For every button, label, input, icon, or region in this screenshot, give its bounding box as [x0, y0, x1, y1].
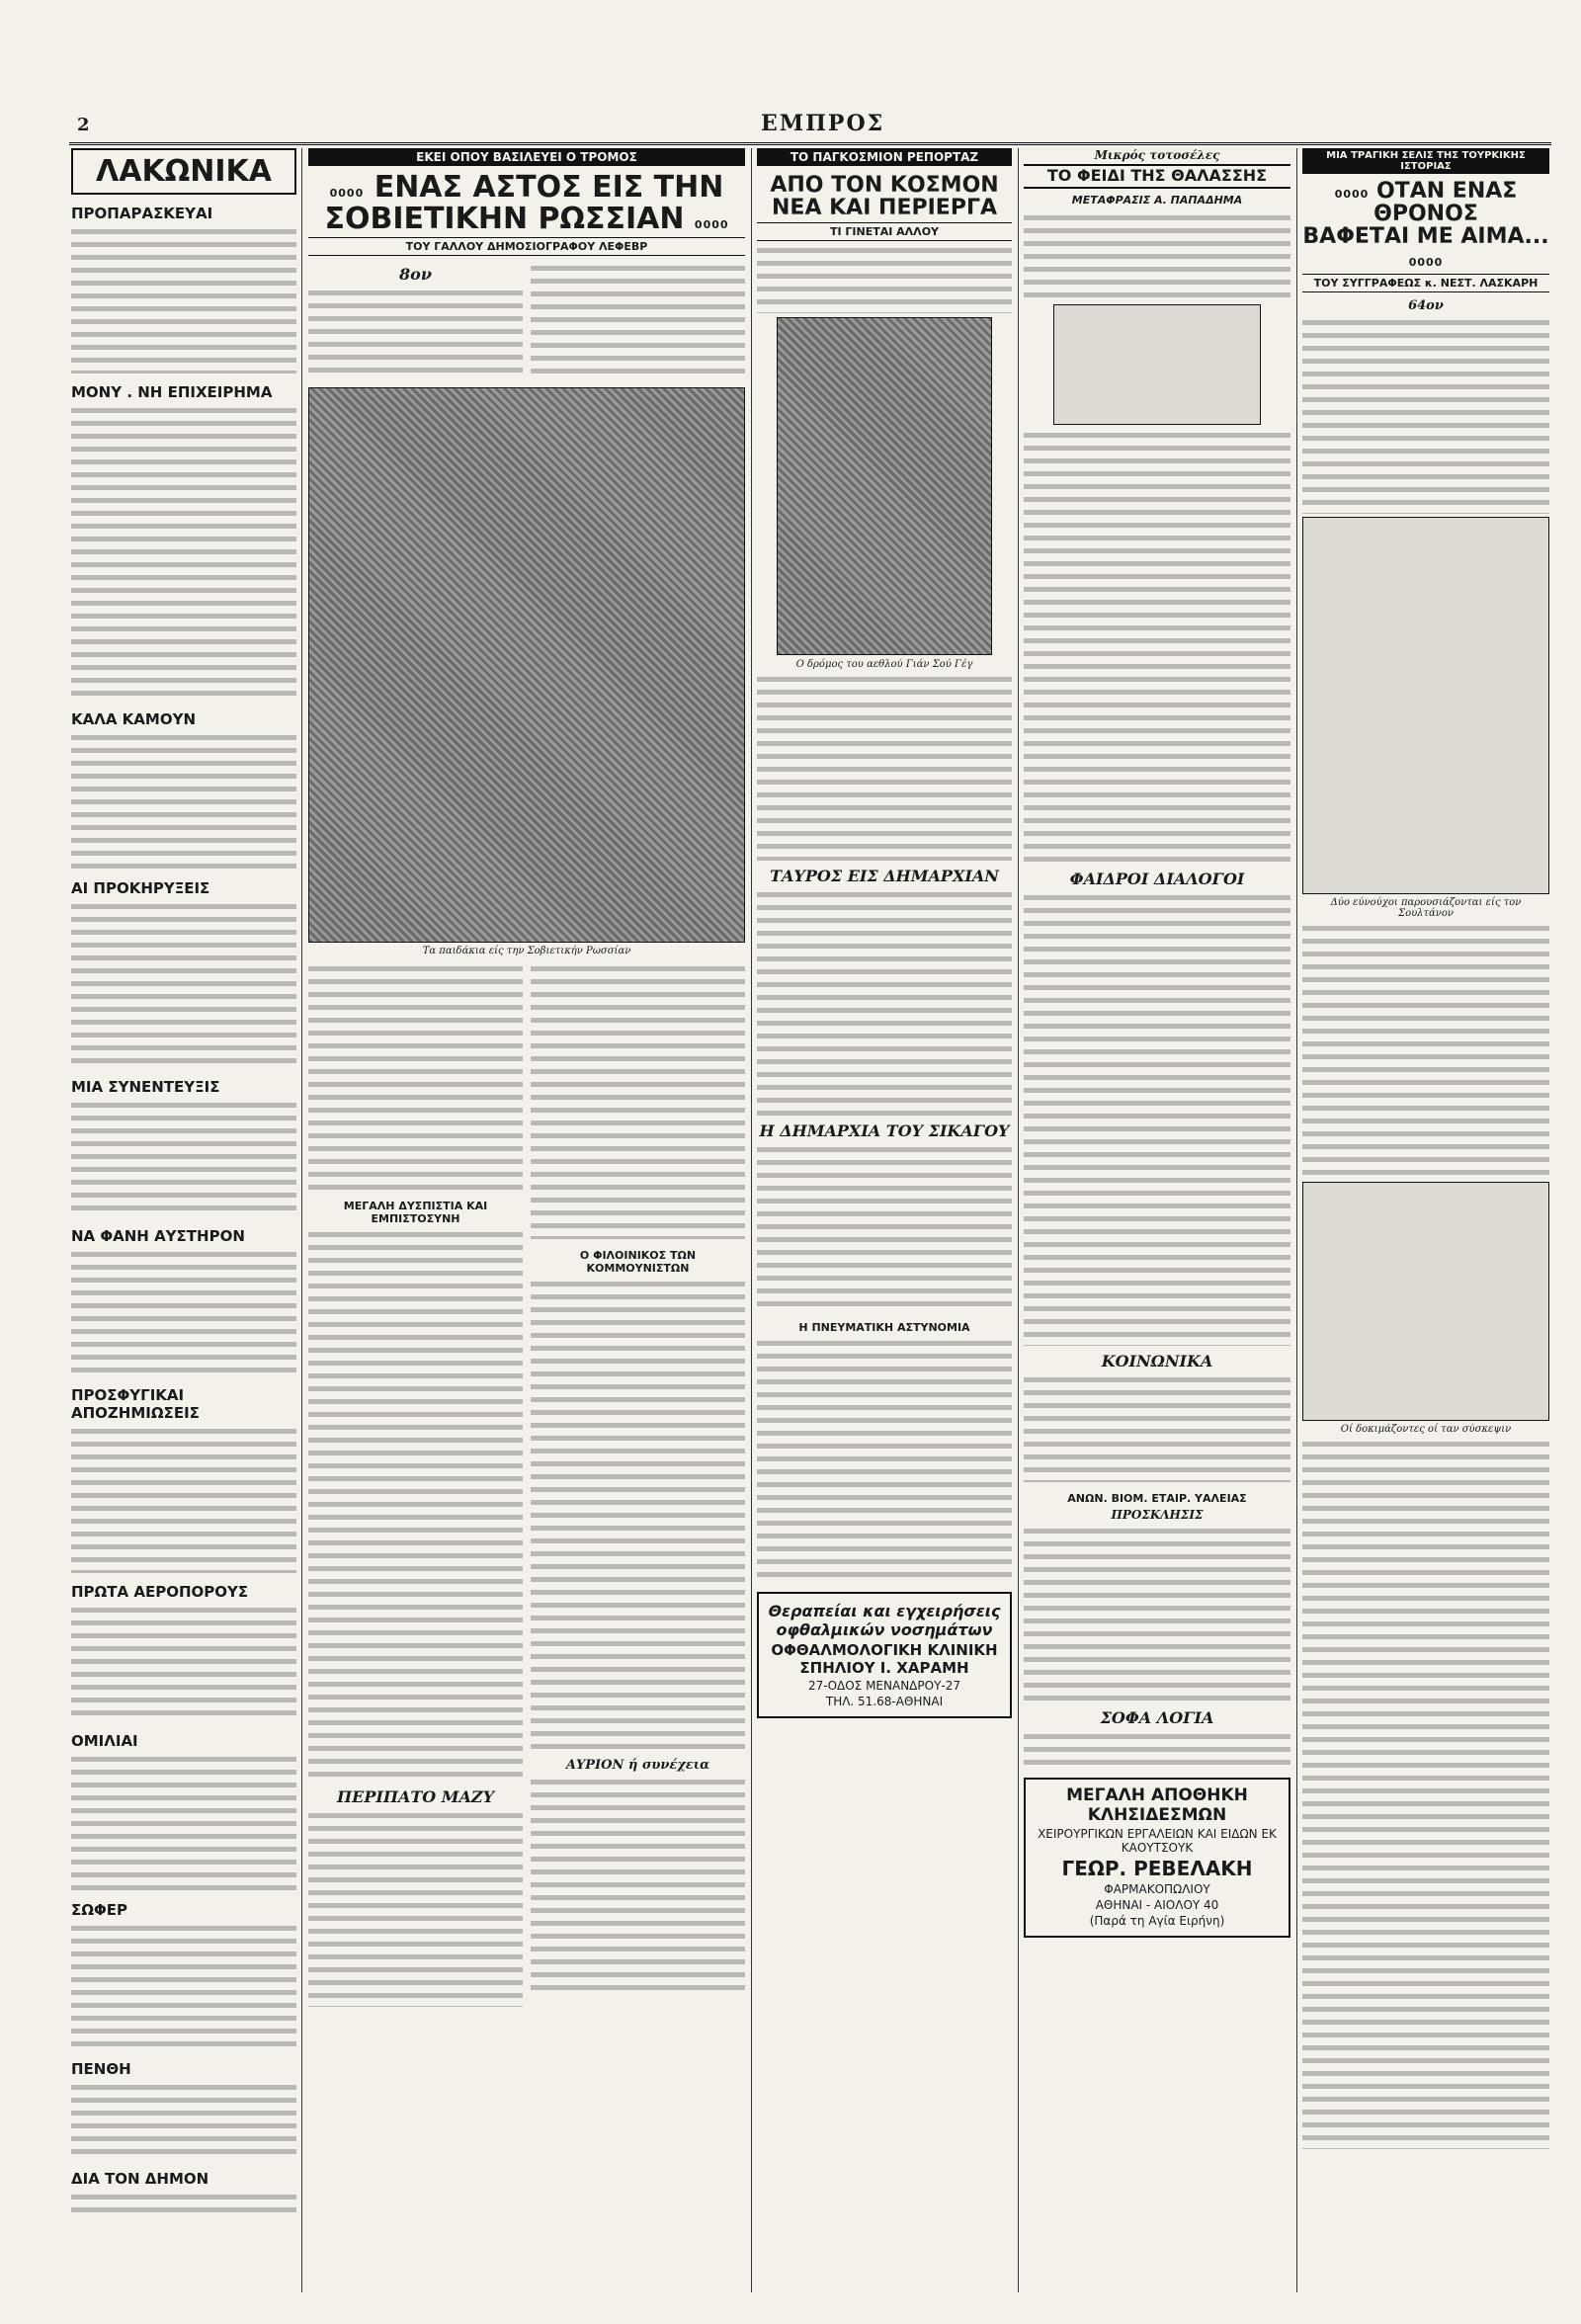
advertisement-eye-clinic: [757, 1592, 1012, 1718]
lakonika-title: ΛΑΚΩΝΙΚΑ: [71, 148, 296, 195]
subhead: ΜΕΓΑΛΗ ΔΥΣΠΙΣΤΙΑ ΚΑΙ ΕΜΠΙΣΤΟΣΥΝΗ: [343, 1200, 488, 1225]
subhead: ΑΝΩΝ. ΒΙΟΜ. ΕΤΑΙΡ. ΥΑΛΕΙΑΣ: [1067, 1491, 1247, 1505]
subhead: ΠΕΡΙΠΑΤΟ ΜΑΖΥ: [337, 1787, 494, 1806]
byline: ΤΟΥ ΣΥΓΓΡΑΦΕΩΣ κ. ΝΕΣΤ. ΛΑΣΚΑΡΗ: [1302, 274, 1549, 292]
article-text: [757, 1143, 1012, 1311]
headline-line2: ΣΟΒΙΕΤΙΚΗΝ ΡΩΣΣΙΑΝ: [324, 201, 685, 236]
article-text: [1024, 891, 1290, 1346]
ad-phone: ΤΗΛ. 51.68-ΑΘΗΝΑΙ: [825, 1695, 944, 1709]
article-text: [308, 962, 523, 1190]
ad-address: 27-ΟΔΟΣ ΜΕΝΑΝΔΡΟΥ-27: [807, 1679, 960, 1694]
subhead: ΣΟΦΑ ΛΟΓΙΑ: [1100, 1707, 1214, 1727]
section-head: ΠΡΟΠΑΡΑΣΚΕΥΑΙ: [71, 205, 213, 222]
article-text: [1024, 429, 1290, 864]
section-head: ΜΟΝΥ . ΝΗ ΕΠΙΧΕΙΡΗΜΑ: [71, 383, 273, 401]
article-text: [757, 1337, 1012, 1584]
article-text: [308, 1228, 523, 1782]
article-text: [71, 1425, 296, 1573]
article-text: [757, 888, 1012, 1116]
article-text: [1302, 1438, 1549, 2149]
subhead: Ο ΦΙΛΟΙΝΙΚΟΣ ΤΩΝ ΚΟΜΜΟΥΝΙΣΤΩΝ: [579, 1249, 697, 1275]
illustration-council: [1302, 1182, 1549, 1421]
article-text: [71, 1922, 296, 2050]
article-text: [1302, 922, 1549, 1179]
article-text: [308, 287, 523, 375]
article-text: [71, 2081, 296, 2160]
headline-line1: ΑΠΟ ΤΟΝ ΚΟΣΜΟΝ: [770, 173, 999, 198]
headline-line1: ΕΝΑΣ ΑΣΤΟΣ ΕΙΣ ΤΗΝ: [374, 170, 724, 205]
illustration-children-reading: [1053, 304, 1261, 425]
headline-line2: ΒΑΦΕΤΑΙ ΜΕ ΑΙΜΑ...: [1302, 224, 1549, 250]
ad-name: ΟΦΘΑΛΜΟΛΟΓΙΚΗ ΚΛΙΝΙΚΗ ΣΠΗΛΙΟΥ Ι. ΧΑΡΑΜΗ: [771, 1641, 998, 1678]
headline: [308, 172, 745, 204]
photo-caption: Ο δρόμος του αεθλού Γιάν Σού Γέγ: [795, 659, 973, 671]
column-lakonika: [71, 148, 296, 2292]
kicker: ΜΙΑ ΤΡΑΓΙΚΗ ΣΕΛΙΣ ΤΗΣ ΤΟΥΡΚΙΚΗΣ ΙΣΤΟΡΙΑΣ: [1302, 148, 1549, 174]
advertisement-surgical-supplies: [1024, 1778, 1290, 1938]
illustration-caption: Οί δοκιμάζοντες οί ταν σύσκεψιν: [1340, 1424, 1512, 1436]
continued-note: ΑΥΡΙΟΝ ή συνέχεια: [565, 1758, 710, 1773]
ad-name: ΓΕΩΡ. ΡΕΒΕΛΑΚΗ: [1061, 1856, 1253, 1880]
article-text: [71, 404, 296, 701]
headline-line2: ΝΕΑ ΚΑΙ ΠΕΡΙΕΡΓΑ: [772, 196, 997, 221]
article-text: [71, 900, 296, 1068]
section-head: ΑΙ ΠΡΟΚΗΡΥΞΕΙΣ: [71, 879, 210, 897]
article-text: [531, 1776, 745, 1993]
subhead: ΚΟΙΝΩΝΙΚΑ: [1101, 1351, 1213, 1370]
illustration-eunuchs: [1302, 517, 1549, 894]
article-text: [1024, 1730, 1290, 1770]
byline: ΤΙ ΓΙΝΕΤΑΙ ΑΛΛΟΥ: [757, 222, 1012, 241]
article-text: [71, 225, 296, 374]
column-world-news: [757, 148, 1012, 2292]
section-head: ΠΡΟΣΦΥΓΙΚΑΙ ΑΠΟΖΗΜΙΩΣΕΙΣ: [71, 1386, 200, 1422]
portrait-photo: [777, 317, 992, 655]
section-head: ΠΡΩΤΑ ΑΕΡΟΠΟΡΟΥΣ: [71, 1583, 249, 1601]
ad-sub: ΧΕΙΡΟΥΡΓΙΚΩΝ ΕΡΓΑΛΕΙΩΝ ΚΑΙ ΕΙΔΩΝ ΕΚ ΚΑΟΥΤΣΟΥΚ: [1038, 1826, 1277, 1855]
section-head: ΟΜΙΛΙΑΙ: [71, 1732, 138, 1750]
subhead: Η ΔΗΜΑΡΧΙΑ ΤΟΥ ΣΙΚΑΓΟΥ: [759, 1121, 1010, 1141]
masthead: [69, 109, 1551, 145]
episode-number: 64ον: [1408, 298, 1444, 314]
column-turkish-history: [1302, 148, 1549, 2292]
article-text: [71, 731, 296, 870]
ad-address: ΑΘΗΝΑΙ - ΑΙΟΛΟΥ 40: [1095, 1897, 1219, 1912]
subhead: ΦΑΙΔΡΟΙ ΔΙΑΛΟΓΟΙ: [1069, 869, 1245, 888]
section-head: ΣΩΦΕΡ: [71, 1901, 127, 1919]
section-head: ΔΙΑ ΤΟΝ ΔΗΜΟΝ: [71, 2170, 209, 2188]
section-head: ΠΕΝΘΗ: [71, 2060, 131, 2078]
article-text: [531, 262, 745, 380]
section-head: ΜΙΑ ΣΥΝΕΝΤΕΥΞΙΣ: [71, 1078, 220, 1096]
column-divider: [1296, 148, 1297, 2292]
photo-children: [308, 387, 745, 943]
episode-number: 8ον: [399, 265, 432, 284]
article-text: [71, 1248, 296, 1376]
ad-title: Θεραπείαι και εγχειρήσεις οφθαλμικών νοσημάτων: [768, 1602, 1001, 1640]
column-tag: Μικρός τοτοσέλες: [1094, 148, 1220, 162]
column-divider: [751, 148, 752, 2292]
subhead: ΤΑΥΡΟΣ ΕΙΣ ΔΗΜΑΡΧΙΑΝ: [770, 867, 999, 886]
headline: ΤΟ ΦΕΙΔΙ ΤΗΣ ΘΑΛΑΣΣΗΣ: [1024, 164, 1290, 189]
ad-note: (Παρά τη Αγία Ειρήνη): [1089, 1913, 1225, 1928]
column-divider: [1018, 148, 1019, 2292]
column-soviet-article: [308, 148, 745, 2292]
article-text: [757, 673, 1012, 861]
headline: [1302, 180, 1549, 225]
article-text: [531, 962, 745, 1239]
article-text: [1024, 1373, 1290, 1482]
article-text: [1024, 211, 1290, 300]
article-text: [757, 244, 1012, 313]
kicker: ΕΚΕΙ ΟΠΟΥ ΒΑΣΙΛΕΥΕΙ Ο ΤΡΟΜΟΣ: [308, 148, 745, 166]
headline-line2-wrap: [1302, 225, 1549, 271]
article-text: [1302, 316, 1549, 514]
article-text: [71, 1604, 296, 1722]
column-sea-serpent: [1024, 148, 1290, 2292]
byline: ΜΕΤΑΦΡΑΣΙΣ Α. ΠΑΠΑΔΗΜΑ: [1071, 193, 1243, 207]
newspaper-name: ΕΜΠΡΟΣ: [761, 111, 885, 136]
subhead-invitation: ΠΡΟΣΚΛΗΣΙΣ: [1111, 1507, 1204, 1522]
ornament: 0000: [1334, 188, 1370, 201]
article-text: [531, 1278, 745, 1752]
article-text: [71, 2191, 296, 2220]
illustration-caption: Δύο εύνούχοι παρουσιάζονται είς τον Σουλτάνον: [1330, 897, 1522, 920]
column-divider: [301, 148, 302, 2292]
subhead: Η ΠΝΕΥΜΑΤΙΚΗ ΑΣΤΥΝΟΜΙΑ: [798, 1321, 970, 1335]
ornament: 0000: [329, 187, 365, 200]
ornament: 0000: [694, 217, 729, 231]
article-text: [1024, 1525, 1290, 1702]
ad-title: ΜΕΓΑΛΗ ΑΠΟΘΗΚΗ ΚΛΗΣΙΔΕΣΜΩΝ: [1066, 1784, 1248, 1825]
photo-caption: Τα παιδάκια είς την Σοβιετικήν Ρωσσίαν: [422, 946, 631, 956]
section-head: ΚΑΛΑ ΚΑΜΟΥΝ: [71, 710, 196, 728]
headline-line1: ΟΤΑΝ ΕΝΑΣ ΘΡΟΝΟΣ: [1373, 179, 1518, 227]
page-number: 2: [77, 115, 90, 135]
kicker: ΤΟ ΠΑΓΚΟΣΜΙΟΝ ΡΕΠΟΡΤΑΖ: [757, 148, 1012, 166]
article-text: [308, 1809, 523, 2007]
article-text: [71, 1099, 296, 1217]
ornament: 0000: [1408, 256, 1444, 270]
headline-line2-wrap: [308, 201, 745, 236]
section-head: ΝΑ ΦΑΝΗ ΑΥΣΤΗΡΟΝ: [71, 1227, 245, 1245]
article-text: [71, 1753, 296, 1891]
ad-shop: ΦΑΡΜΑΚΟΠΩΛΙΟΥ: [1104, 1881, 1210, 1896]
byline: ΤΟΥ ΓΑΛΛΟΥ ΔΗΜΟΣΙΟΓΡΑΦΟΥ ΛΕΦΕΒΡ: [308, 237, 745, 256]
